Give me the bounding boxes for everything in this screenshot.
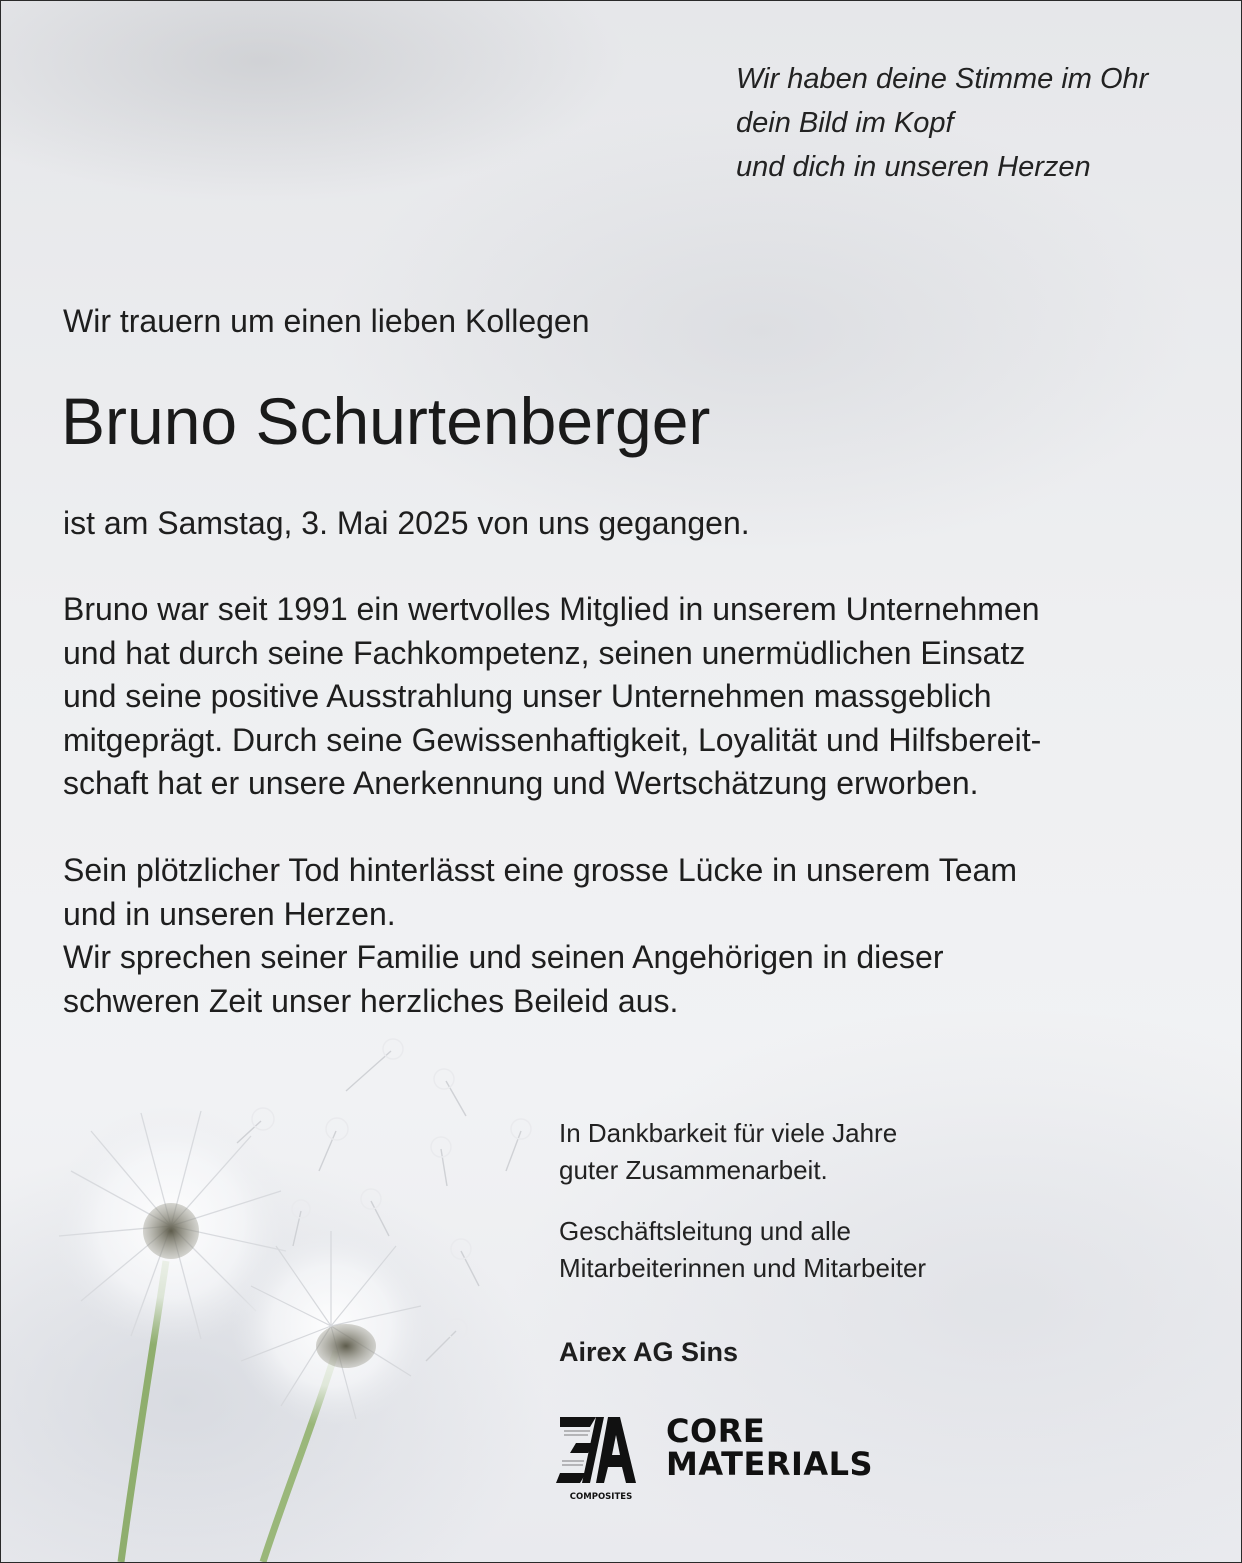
motto-verse bbox=[736, 57, 1148, 189]
gratitude-note bbox=[559, 1115, 897, 1189]
paragraph-line: und hat durch seine Fachkompetenz, seinen unermüdlichen Einsatz bbox=[63, 634, 1026, 671]
intro-line: Wir trauern um einen lieben Kollegen bbox=[63, 303, 590, 339]
dandelion-illustration bbox=[1, 1021, 561, 1562]
motto-line: und dich in unseren Herzen bbox=[736, 151, 1091, 183]
paragraph-line: mitgeprägt. Durch seine Gewissenhaftigkeit, Loyalität und Hilfsbereit- bbox=[63, 721, 1042, 758]
condolence-paragraph bbox=[63, 849, 1017, 1023]
paragraph-line: Sein plötzlicher Tod hinterlässt eine grosse Lücke in unserem Team bbox=[63, 852, 1017, 888]
logo-mark-subtitle: COMPOSITES bbox=[569, 1492, 633, 1502]
date-of-death-line: ist am Samstag, 3. Mai 2025 von uns gegangen. bbox=[63, 505, 750, 541]
signatory-line: Mitarbeiterinnen und Mitarbeiter bbox=[559, 1253, 927, 1283]
signatory-line: Geschäftsleitung und alle bbox=[559, 1216, 851, 1246]
gratitude-line: guter Zusammenarbeit. bbox=[559, 1155, 828, 1185]
gratitude-line: In Dankbarkeit für viele Jahre bbox=[559, 1118, 898, 1148]
paragraph-line: und seine positive Ausstrahlung unser Unternehmen massgeblich bbox=[63, 678, 992, 714]
paragraph-line: Bruno war seit 1991 ein wertvolles Mitglied in unserem Unternehmen bbox=[63, 591, 1040, 627]
paragraph-line: und in unseren Herzen. bbox=[63, 895, 396, 932]
signatories bbox=[559, 1213, 926, 1287]
paragraph-line: schaft hat er unsere Anerkennung und Wertschätzung erworben. bbox=[63, 765, 979, 801]
company-name: Airex AG Sins bbox=[559, 1337, 739, 1367]
motto-line: dein Bild im Kopf bbox=[736, 107, 954, 139]
core-materials-logo bbox=[666, 1412, 874, 1483]
logo-text-line: MATERIALS bbox=[666, 1445, 874, 1483]
logo-text-line: CORE bbox=[666, 1412, 766, 1450]
paragraph-line: Wir sprechen seiner Familie und seinen Angehörigen in dieser bbox=[63, 939, 944, 975]
motto-line: Wir haben deine Stimme im Ohr bbox=[736, 63, 1149, 95]
paragraph-line: schweren Zeit unser herzliches Beileid aus. bbox=[63, 982, 679, 1019]
3a-composites-logo-icon bbox=[556, 1413, 646, 1503]
tribute-paragraph bbox=[63, 588, 1041, 806]
deceased-name: Bruno Schurtenberger bbox=[61, 384, 711, 458]
